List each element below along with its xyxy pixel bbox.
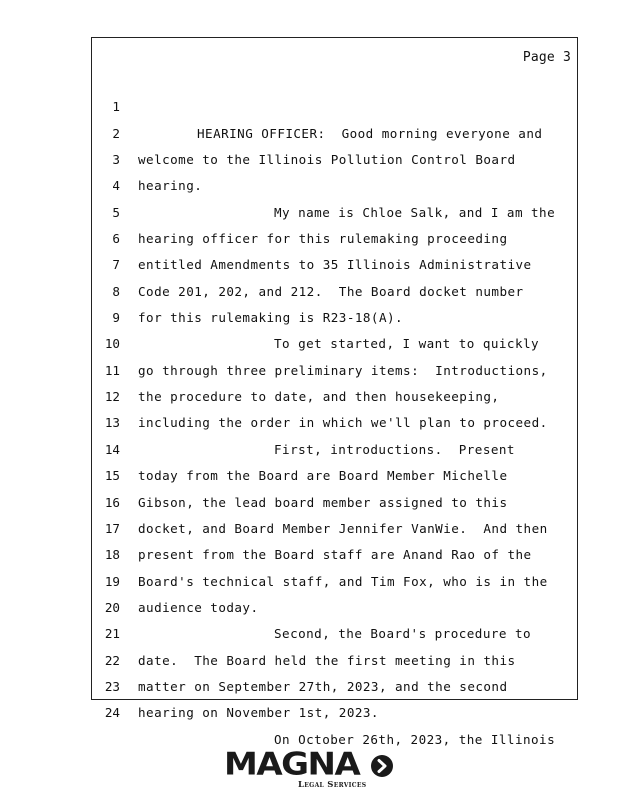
line-text: the procedure to date, and then housekeeping, xyxy=(138,389,500,405)
line-text: date. The Board held the first meeting in this xyxy=(138,652,516,668)
line-text: To get started, I want to quickly xyxy=(274,336,540,352)
line-number: 2 xyxy=(112,125,120,141)
line-number: 21 xyxy=(104,626,120,642)
line-text: entitled Amendments to 35 Illinois Administrative xyxy=(138,257,532,273)
line-text: hearing on November 1st, 2023. xyxy=(138,705,379,721)
line-number: 11 xyxy=(104,362,120,378)
line-number: 5 xyxy=(112,204,120,220)
line-text: hearing officer for this rulemaking proceeding xyxy=(138,231,508,247)
line-number: 13 xyxy=(104,415,120,431)
line-text: Second, the Board's procedure to xyxy=(274,626,532,642)
transcript-line xyxy=(92,68,577,141)
line-number: 9 xyxy=(112,310,120,326)
line-text: hearing. xyxy=(138,178,203,194)
line-text: for this rulemaking is R23-18(A). xyxy=(138,310,404,326)
line-text: matter on September 27th, 2023, and the second xyxy=(138,678,508,694)
line-text: including the order in which we'll plan to proceed. xyxy=(138,415,548,431)
logo-wordmark: MAGNA xyxy=(224,746,360,783)
line-text: present from the Board staff are Anand Rao of the xyxy=(138,547,532,563)
logo-subtitle: Legal Services xyxy=(298,780,367,790)
line-number: 24 xyxy=(104,705,120,721)
line-text: HEARING OFFICER: Good morning everyone and xyxy=(197,125,543,141)
line-text: audience today. xyxy=(138,599,259,615)
line-text: My name is Chloe Salk, and I am the xyxy=(274,204,556,220)
magna-logo xyxy=(224,748,396,792)
line-number: 22 xyxy=(104,652,120,668)
line-number: 8 xyxy=(112,283,120,299)
line-number: 3 xyxy=(112,152,120,168)
line-number: 6 xyxy=(112,231,120,247)
line-number: 12 xyxy=(104,389,120,405)
line-text: Board's technical staff, and Tim Fox, who is in the xyxy=(138,573,548,589)
line-text: welcome to the Illinois Pollution Control Board xyxy=(138,152,516,168)
transcript-lines xyxy=(92,68,577,747)
line-number: 23 xyxy=(104,678,120,694)
line-text: Gibson, the lead board member assigned to this xyxy=(138,494,508,510)
line-number: 15 xyxy=(104,468,120,484)
line-text: docket, and Board Member Jennifer VanWie. And then xyxy=(138,520,548,536)
line-number: 14 xyxy=(104,441,120,457)
line-text: First, introductions. Present xyxy=(274,441,515,457)
line-number: 17 xyxy=(104,520,120,536)
line-number: 7 xyxy=(112,257,120,273)
line-number: 1 xyxy=(112,99,120,115)
line-number: 20 xyxy=(104,599,120,615)
transcript-page xyxy=(91,37,578,747)
line-text: today from the Board are Board Member Michelle xyxy=(138,468,508,484)
line-number: 18 xyxy=(104,547,120,563)
page-number: Page 3 xyxy=(522,50,571,65)
line-number: 10 xyxy=(104,336,120,352)
line-text: On October 26th, 2023, the Illinois xyxy=(274,731,556,747)
chevron-right-circle-icon xyxy=(370,754,394,778)
line-number: 16 xyxy=(104,494,120,510)
line-number: 19 xyxy=(104,573,120,589)
line-number: 4 xyxy=(112,178,120,194)
line-text: Code 201, 202, and 212. The Board docket number xyxy=(138,283,524,299)
line-text: go through three preliminary items: Introductions, xyxy=(138,362,548,378)
